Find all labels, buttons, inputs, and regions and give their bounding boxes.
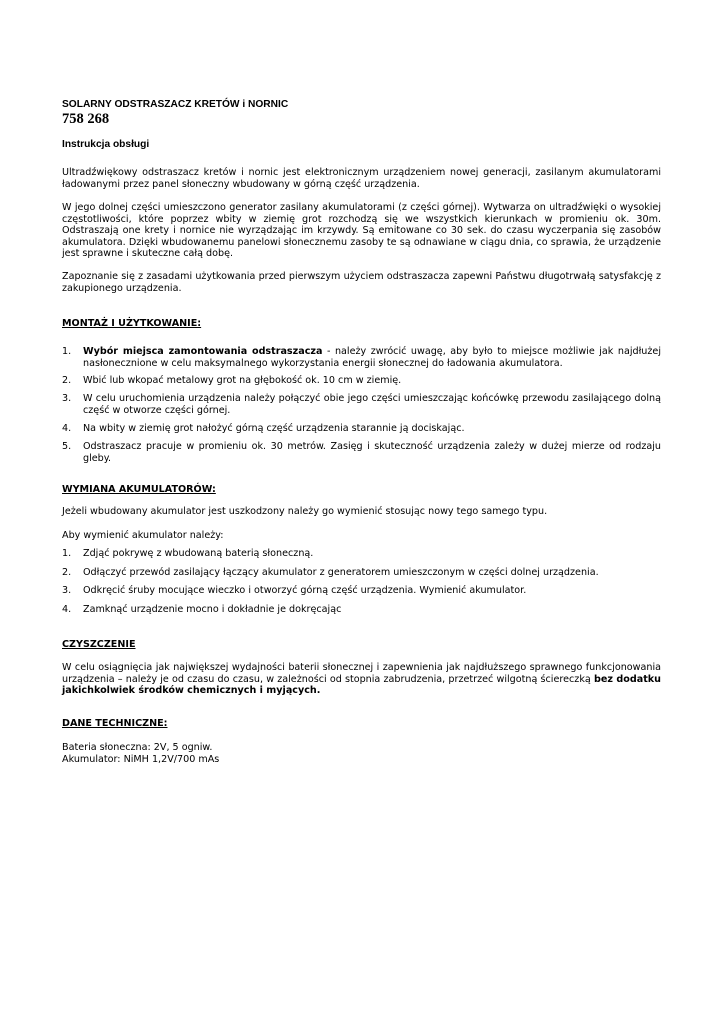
czyszczenie-text-bold: bez dodatku jakichkolwiek środków chemicznych i myjących. (62, 673, 661, 697)
list-number: 4. (62, 423, 72, 434)
list-text: Zdjąć pokrywę z wbudowaną baterią słoneczną. (83, 548, 314, 559)
list-text (83, 346, 661, 369)
czyszczenie-text: W celu osiągnięcia jak największej wydajności baterii słonecznej i zapewnienia jak najdłuższego sprawnego funkcjonowania urządzenia – należy je od czasu do czasu, w zależności od stopnia zabrudzenia, przetrzeć wilgotną ściereczką (62, 662, 661, 685)
list-number: 4. (62, 604, 72, 615)
document-subtitle: Instrukcja obsługi (62, 139, 150, 150)
spec-solar: Bateria słoneczna: 2V, 5 ogniw. (62, 742, 213, 753)
intro-paragraph-3: Zapoznanie się z zasadami użytkowania przed pierwszym użyciem odstraszacza zapewni Państwu długotrwałą satysfakcję z zakupionego urządzenia. (62, 271, 661, 294)
list-text: Odłączyć przewód zasilający łączący akumulator z generatorem umieszczonym w części dolnej urządzenia. (83, 567, 599, 578)
list-text-rest: - należy zwrócić uwagę, aby było to miejsce możliwie jak najdłużej nasłonecznione w celu maksymalnego wykorzystania energii słonecznej do ładowania akumulatora. (83, 346, 661, 369)
list-number: 3. (62, 393, 72, 404)
list-number: 3. (62, 585, 72, 596)
list-text: Wbić lub wkopać metalowy grot na głębokość ok. 10 cm w ziemię. (83, 375, 402, 386)
list-text: Na wbity w ziemię grot nałożyć górną część urządzenia starannie ją dociskając. (83, 423, 465, 434)
list-number: 2. (62, 567, 72, 578)
list-text: Odstraszacz pracuje w promieniu ok. 30 metrów. Zasięg i skuteczność urządzenia zależy w dużej mierze od rodzaju gleby. (83, 441, 661, 464)
list-text: Odkręcić śruby mocujące wieczko i otworzyć górną część urządzenia. Wymienić akumulator. (83, 585, 527, 596)
intro-paragraph-2: W jego dolnej części umieszczono generator zasilany akumulatorami (z części górnej). Wytwarza on ultradźwięki o wysokiej częstotliwości, które poprzez wbity w ziemię grot rozchodzą się we wszystkich kierunkach w promieniu ok. 30m. Odstraszają one krety i nornice nie wyrządzając im krzywdy. Są emitowane co 30 sek. do czasu wyczerpania się zasobów akumulatora. Dzięki wbudowanemu panelowi słonecznemu zasoby te są odnawiane w ciągu dnia, co sprawia, że urządzenie jest sprawne i skuteczne całą dobę. (62, 202, 661, 260)
section-heading-montaz: MONTAŻ I UŻYTKOWANIE: (62, 318, 202, 329)
wymiana-paragraph-2: Aby wymienić akumulator należy: (62, 530, 224, 541)
czyszczenie-paragraph (62, 662, 661, 697)
section-heading-wymiana: WYMIANA AKUMULATORÓW: (62, 484, 216, 495)
list-number: 5. (62, 441, 72, 452)
product-code: 758 268 (62, 111, 110, 127)
list-number: 2. (62, 375, 72, 386)
list-text-bold: Wybór miejsca zamontowania odstraszacza (83, 346, 323, 357)
list-text: W celu uruchomienia urządzenia należy połączyć obie jego części umieszczając końcówkę przewodu zasilającego dolną część w otworze części górnej. (83, 393, 661, 416)
spec-battery: Akumulator: NiMH 1,2V/700 mAs (62, 754, 220, 765)
intro-paragraph-1: Ultradźwiękowy odstraszacz kretów i nornic jest elektronicznym urządzeniem nowej generacji, zasilanym akumulatorami ładowanymi przez panel słoneczny wbudowany w górną część urządzenia. (62, 167, 661, 190)
wymiana-paragraph-1: Jeżeli wbudowany akumulator jest uszkodzony należy go wymienić stosując nowy tego samego typu. (62, 506, 548, 517)
section-heading-dane: DANE TECHNICZNE: (62, 718, 168, 729)
list-number: 1. (62, 346, 72, 357)
list-number: 1. (62, 548, 72, 559)
list-text: Zamknąć urządzenie mocno i dokładnie je dokręcając (83, 604, 342, 615)
document-title: SOLARNY ODSTRASZACZ KRETÓW i NORNIC (62, 99, 289, 110)
section-heading-czyszczenie: CZYSZCZENIE (62, 639, 136, 650)
